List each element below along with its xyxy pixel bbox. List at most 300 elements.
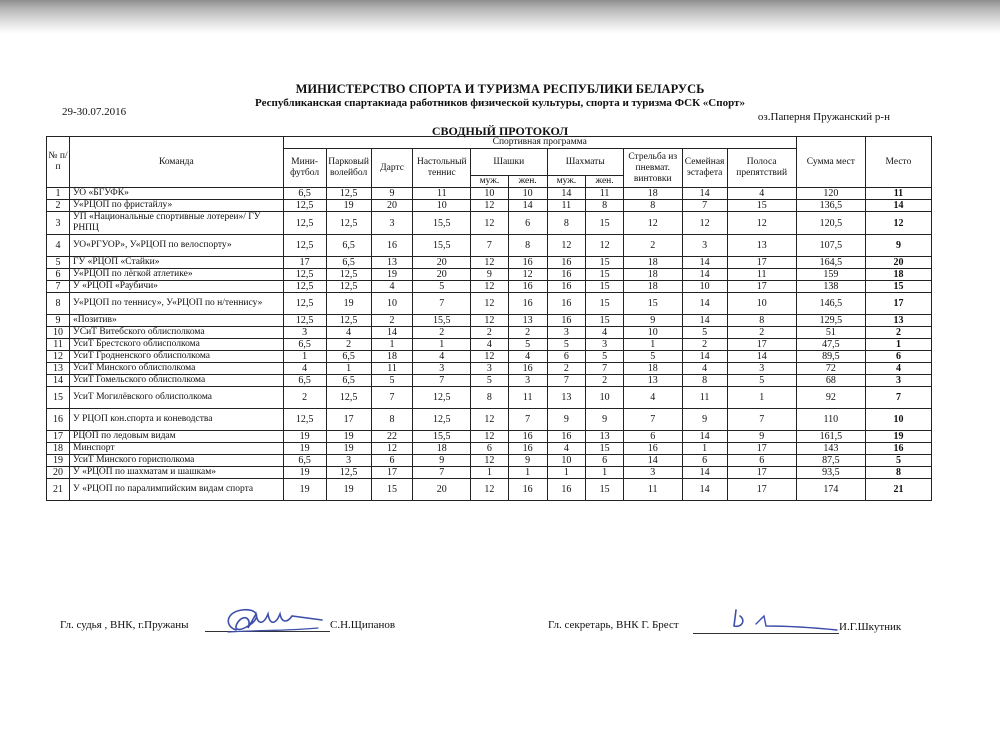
- score-cell: 11: [682, 387, 727, 409]
- score-cell: 19: [326, 431, 371, 443]
- score-cell: 7: [682, 200, 727, 212]
- score-cell: 16: [547, 431, 586, 443]
- table-row: [47, 315, 932, 327]
- score-cell: 12: [471, 431, 509, 443]
- sum-cell: 107,5: [796, 235, 865, 257]
- score-cell: 19: [326, 443, 371, 455]
- score-cell: 14: [371, 327, 413, 339]
- score-cell: 3: [326, 455, 371, 467]
- score-cell: 12: [471, 455, 509, 467]
- score-cell: 11: [727, 269, 796, 281]
- row-number: 8: [47, 293, 70, 315]
- score-cell: 1: [371, 339, 413, 351]
- score-cell: 15: [586, 281, 624, 293]
- place-cell: 17: [865, 293, 931, 315]
- protocol-title: СВОДНЫЙ ПРОТОКОЛ: [431, 124, 569, 138]
- sum-cell: 93,5: [796, 467, 865, 479]
- score-cell: 15,5: [413, 315, 471, 327]
- score-cell: 8: [586, 200, 624, 212]
- score-cell: 1: [682, 443, 727, 455]
- score-cell: 19: [326, 479, 371, 501]
- score-cell: 14: [682, 467, 727, 479]
- judge-role: Гл. судья , ВНК, г.Пружаны: [60, 619, 189, 631]
- score-cell: 9: [471, 269, 509, 281]
- score-cell: 17: [727, 339, 796, 351]
- sum-cell: 120,5: [796, 212, 865, 235]
- table-row: [47, 200, 932, 212]
- score-cell: 3: [547, 327, 586, 339]
- score-cell: 19: [326, 200, 371, 212]
- team-name: УСиТ Витебского облисполкома: [70, 327, 284, 339]
- team-name: УсиТ Гомельского облисполкома: [70, 375, 284, 387]
- table-row: [47, 363, 932, 375]
- score-cell: 9: [547, 409, 586, 431]
- score-cell: 20: [413, 479, 471, 501]
- secretary-name: И.Г.Шкутник: [839, 621, 902, 633]
- row-number: 11: [47, 339, 70, 351]
- score-cell: 12: [586, 235, 624, 257]
- score-cell: 3: [682, 235, 727, 257]
- score-cell: 2: [471, 327, 509, 339]
- score-cell: 12,5: [283, 409, 326, 431]
- score-cell: 12,5: [413, 387, 471, 409]
- event-location: оз.Паперня Пружанский р-н: [757, 111, 890, 123]
- score-cell: 14: [547, 188, 586, 200]
- score-cell: 1: [727, 387, 796, 409]
- score-cell: 12: [471, 315, 509, 327]
- table-row: [47, 339, 932, 351]
- team-name: «Позитив»: [70, 315, 284, 327]
- score-cell: 1: [547, 467, 586, 479]
- team-name: У «РЦОП по паралимпийским видам спорта: [70, 479, 284, 501]
- score-cell: 3: [623, 467, 682, 479]
- team-name: У«РЦОП по лёгкой атлетике»: [70, 269, 284, 281]
- row-number: 13: [47, 363, 70, 375]
- score-cell: 4: [682, 363, 727, 375]
- score-cell: 13: [727, 235, 796, 257]
- score-cell: 6,5: [326, 351, 371, 363]
- score-cell: 16: [547, 269, 586, 281]
- score-cell: 4: [586, 327, 624, 339]
- score-cell: 10: [547, 455, 586, 467]
- score-cell: 1: [586, 467, 624, 479]
- score-cell: 16: [547, 479, 586, 501]
- place-cell: 2: [865, 327, 931, 339]
- team-name: У РЦОП кон.спорта и коневодства: [70, 409, 284, 431]
- score-cell: 16: [623, 443, 682, 455]
- place-cell: 4: [865, 363, 931, 375]
- score-cell: 17: [727, 257, 796, 269]
- header-sum: Сумма мест: [796, 137, 865, 188]
- secretary-signature: [712, 604, 842, 638]
- score-cell: 12: [547, 235, 586, 257]
- score-cell: 16: [547, 281, 586, 293]
- score-cell: 2: [326, 339, 371, 351]
- table-row: [47, 431, 932, 443]
- score-cell: 18: [623, 269, 682, 281]
- score-cell: 13: [586, 431, 624, 443]
- score-cell: 16: [547, 315, 586, 327]
- score-cell: 2: [413, 327, 471, 339]
- score-cell: 11: [586, 188, 624, 200]
- score-cell: 5: [682, 327, 727, 339]
- score-cell: 2: [623, 235, 682, 257]
- table-row: [47, 188, 932, 200]
- score-cell: 12,5: [326, 269, 371, 281]
- score-cell: 7: [471, 235, 509, 257]
- table-row: [47, 281, 932, 293]
- row-number: 19: [47, 455, 70, 467]
- score-cell: 4: [326, 327, 371, 339]
- score-cell: 7: [371, 387, 413, 409]
- score-cell: 1: [413, 339, 471, 351]
- team-name: У «РЦОП «Раубичи»: [70, 281, 284, 293]
- score-cell: 16: [508, 363, 547, 375]
- sum-cell: 110: [796, 409, 865, 431]
- score-cell: 2: [727, 327, 796, 339]
- score-cell: 8: [682, 375, 727, 387]
- score-cell: 9: [371, 188, 413, 200]
- score-cell: 11: [623, 479, 682, 501]
- row-number: 4: [47, 235, 70, 257]
- row-number: 14: [47, 375, 70, 387]
- row-number: 3: [47, 212, 70, 235]
- score-cell: 19: [283, 479, 326, 501]
- score-cell: 7: [508, 409, 547, 431]
- place-cell: 20: [865, 257, 931, 269]
- score-cell: 3: [371, 212, 413, 235]
- table-row: [47, 387, 932, 409]
- row-number: 21: [47, 479, 70, 501]
- row-number: 20: [47, 467, 70, 479]
- team-name: УП «Национальные спортивные лотереи»/ ГУ РНПЦ: [70, 212, 284, 235]
- score-cell: 12,5: [326, 212, 371, 235]
- score-cell: 14: [682, 188, 727, 200]
- score-cell: 14: [682, 479, 727, 501]
- score-cell: 16: [508, 293, 547, 315]
- place-cell: 11: [865, 188, 931, 200]
- score-cell: 1: [283, 351, 326, 363]
- score-cell: 13: [623, 375, 682, 387]
- team-name: УсиТ Минского облисполкома: [70, 363, 284, 375]
- table-row: [47, 269, 932, 281]
- score-cell: 12,5: [326, 315, 371, 327]
- sum-cell: 87,5: [796, 455, 865, 467]
- score-cell: 6,5: [326, 257, 371, 269]
- score-cell: 10: [586, 387, 624, 409]
- score-cell: 9: [682, 409, 727, 431]
- table-row: [47, 409, 932, 431]
- score-cell: 2: [586, 375, 624, 387]
- score-cell: 1: [326, 363, 371, 375]
- score-cell: 16: [508, 257, 547, 269]
- score-cell: 6,5: [283, 375, 326, 387]
- score-cell: 12,5: [326, 188, 371, 200]
- score-cell: 13: [547, 387, 586, 409]
- sum-cell: 143: [796, 443, 865, 455]
- score-cell: 4: [283, 363, 326, 375]
- score-cell: 9: [623, 315, 682, 327]
- header-checkers-men: муж.: [471, 176, 509, 188]
- header-checkers-women: жен.: [508, 176, 547, 188]
- score-cell: 17: [727, 467, 796, 479]
- header-relay: Семейная эстафета: [682, 149, 727, 188]
- score-cell: 10: [727, 293, 796, 315]
- score-cell: 12: [471, 212, 509, 235]
- sum-cell: 164,5: [796, 257, 865, 269]
- sum-cell: 92: [796, 387, 865, 409]
- header-chess-women: жен.: [586, 176, 624, 188]
- score-cell: 2: [371, 315, 413, 327]
- table-row: [47, 375, 932, 387]
- table-row: [47, 479, 932, 501]
- row-number: 18: [47, 443, 70, 455]
- team-name: У«РЦОП по фристайлу»: [70, 200, 284, 212]
- score-cell: 6,5: [326, 375, 371, 387]
- score-cell: 16: [508, 443, 547, 455]
- row-number: 6: [47, 269, 70, 281]
- score-cell: 15: [586, 293, 624, 315]
- score-cell: 22: [371, 431, 413, 443]
- header-num: № п/п: [47, 137, 70, 188]
- score-cell: 18: [623, 257, 682, 269]
- score-cell: 17: [727, 479, 796, 501]
- score-cell: 18: [623, 281, 682, 293]
- team-name: УсиТ Гродненского облисполкома: [70, 351, 284, 363]
- score-cell: 15: [586, 443, 624, 455]
- table-row: [47, 351, 932, 363]
- team-name: ГУ «РЦОП «Стайки»: [70, 257, 284, 269]
- score-cell: 3: [508, 375, 547, 387]
- score-cell: 15: [586, 269, 624, 281]
- score-cell: 12: [471, 293, 509, 315]
- score-cell: 19: [283, 443, 326, 455]
- score-cell: 15,5: [413, 235, 471, 257]
- score-cell: 15: [371, 479, 413, 501]
- header-shooting: Стрельба из пневмат. винтовки: [623, 149, 682, 188]
- score-cell: 5: [623, 351, 682, 363]
- score-cell: 6: [471, 443, 509, 455]
- row-number: 10: [47, 327, 70, 339]
- score-cell: 1: [508, 467, 547, 479]
- score-cell: 4: [508, 351, 547, 363]
- score-cell: 10: [371, 293, 413, 315]
- team-name: У«РЦОП по теннису», У«РЦОП по н/теннису»: [70, 293, 284, 315]
- score-cell: 6: [727, 455, 796, 467]
- score-cell: 5: [547, 339, 586, 351]
- team-name: Минспорт: [70, 443, 284, 455]
- score-cell: 10: [413, 200, 471, 212]
- score-cell: 12,5: [283, 212, 326, 235]
- score-cell: 9: [586, 409, 624, 431]
- results-table: [46, 136, 932, 501]
- score-cell: 16: [508, 281, 547, 293]
- score-cell: 6: [508, 212, 547, 235]
- score-cell: 14: [727, 351, 796, 363]
- table-row: [47, 455, 932, 467]
- score-cell: 7: [413, 375, 471, 387]
- score-cell: 2: [547, 363, 586, 375]
- score-cell: 12,5: [413, 409, 471, 431]
- table-row: [47, 293, 932, 315]
- score-cell: 5: [413, 281, 471, 293]
- score-cell: 3: [283, 327, 326, 339]
- score-cell: 12: [471, 257, 509, 269]
- place-cell: 12: [865, 212, 931, 235]
- row-number: 12: [47, 351, 70, 363]
- score-cell: 14: [682, 351, 727, 363]
- score-cell: 14: [623, 455, 682, 467]
- header-darts: Дартс: [371, 149, 413, 188]
- score-cell: 15,5: [413, 431, 471, 443]
- place-cell: 1: [865, 339, 931, 351]
- score-cell: 16: [508, 479, 547, 501]
- score-cell: 12: [508, 269, 547, 281]
- score-cell: 10: [508, 188, 547, 200]
- table-row: [47, 235, 932, 257]
- score-cell: 12,5: [326, 467, 371, 479]
- score-cell: 4: [413, 351, 471, 363]
- score-cell: 4: [471, 339, 509, 351]
- score-cell: 11: [413, 188, 471, 200]
- score-cell: 19: [371, 269, 413, 281]
- score-cell: 15: [586, 315, 624, 327]
- score-cell: 9: [727, 431, 796, 443]
- score-cell: 6: [623, 431, 682, 443]
- score-cell: 15: [623, 293, 682, 315]
- score-cell: 12: [371, 443, 413, 455]
- score-cell: 10: [471, 188, 509, 200]
- score-cell: 8: [508, 235, 547, 257]
- score-cell: 6: [371, 455, 413, 467]
- score-cell: 14: [682, 293, 727, 315]
- score-cell: 20: [413, 269, 471, 281]
- score-cell: 6,5: [283, 188, 326, 200]
- score-cell: 2: [283, 387, 326, 409]
- scan-shadow: [0, 0, 1000, 34]
- place-cell: 10: [865, 409, 931, 431]
- team-name: УО«РГУОР», У«РЦОП по велоспорту»: [70, 235, 284, 257]
- sum-cell: 138: [796, 281, 865, 293]
- score-cell: 1: [623, 339, 682, 351]
- score-cell: 7: [623, 409, 682, 431]
- score-cell: 18: [413, 443, 471, 455]
- score-cell: 4: [547, 443, 586, 455]
- team-name: УсиТ Брестского облисполкома: [70, 339, 284, 351]
- header-tabletennis: Настольный теннис: [413, 149, 471, 188]
- place-cell: 19: [865, 431, 931, 443]
- sum-cell: 120: [796, 188, 865, 200]
- score-cell: 19: [283, 467, 326, 479]
- score-cell: 7: [547, 375, 586, 387]
- sum-cell: 47,5: [796, 339, 865, 351]
- score-cell: 12,5: [283, 315, 326, 327]
- table-row: [47, 212, 932, 235]
- sum-cell: 174: [796, 479, 865, 501]
- place-cell: 7: [865, 387, 931, 409]
- score-cell: 12: [727, 212, 796, 235]
- score-cell: 12,5: [326, 387, 371, 409]
- table-row: [47, 443, 932, 455]
- header-minifootball: Мини-футбол: [283, 149, 326, 188]
- row-number: 16: [47, 409, 70, 431]
- score-cell: 2: [682, 339, 727, 351]
- header-place: Место: [865, 137, 931, 188]
- row-number: 15: [47, 387, 70, 409]
- team-name: УсиТ Могилёвского облисполкома: [70, 387, 284, 409]
- place-cell: 14: [865, 200, 931, 212]
- place-cell: 18: [865, 269, 931, 281]
- score-cell: 5: [586, 351, 624, 363]
- score-cell: 12,5: [283, 281, 326, 293]
- row-number: 2: [47, 200, 70, 212]
- score-cell: 6,5: [326, 235, 371, 257]
- judge-signature: [218, 604, 328, 640]
- place-cell: 15: [865, 281, 931, 293]
- team-name: УО «БГУФК»: [70, 188, 284, 200]
- score-cell: 15: [586, 479, 624, 501]
- sum-cell: 161,5: [796, 431, 865, 443]
- table-row: [47, 327, 932, 339]
- score-cell: 6,5: [283, 339, 326, 351]
- score-cell: 6: [547, 351, 586, 363]
- score-cell: 2: [508, 327, 547, 339]
- score-cell: 12,5: [283, 235, 326, 257]
- score-cell: 18: [371, 351, 413, 363]
- score-cell: 3: [413, 363, 471, 375]
- score-cell: 17: [727, 443, 796, 455]
- score-cell: 17: [727, 281, 796, 293]
- place-cell: 6: [865, 351, 931, 363]
- score-cell: 12: [682, 212, 727, 235]
- place-cell: 8: [865, 467, 931, 479]
- place-cell: 13: [865, 315, 931, 327]
- score-cell: 12: [623, 212, 682, 235]
- score-cell: 6: [682, 455, 727, 467]
- score-cell: 8: [727, 315, 796, 327]
- header-chess-men: муж.: [547, 176, 586, 188]
- score-cell: 4: [371, 281, 413, 293]
- score-cell: 15,5: [413, 212, 471, 235]
- row-number: 9: [47, 315, 70, 327]
- table-body: [47, 188, 932, 501]
- table-row: [47, 257, 932, 269]
- score-cell: 12: [471, 351, 509, 363]
- place-cell: 9: [865, 235, 931, 257]
- score-cell: 14: [682, 257, 727, 269]
- score-cell: 13: [371, 257, 413, 269]
- place-cell: 16: [865, 443, 931, 455]
- judge-name: С.Н.Щипанов: [330, 619, 396, 631]
- score-cell: 13: [508, 315, 547, 327]
- score-cell: 17: [283, 257, 326, 269]
- score-cell: 8: [471, 387, 509, 409]
- sum-cell: 129,5: [796, 315, 865, 327]
- score-cell: 15: [586, 257, 624, 269]
- score-cell: 20: [371, 200, 413, 212]
- score-cell: 12: [471, 200, 509, 212]
- place-cell: 3: [865, 375, 931, 387]
- score-cell: 8: [371, 409, 413, 431]
- score-cell: 16: [547, 293, 586, 315]
- score-cell: 15: [586, 212, 624, 235]
- event-date: 29-30.07.2016: [62, 106, 127, 118]
- score-cell: 16: [371, 235, 413, 257]
- score-cell: 6,5: [283, 455, 326, 467]
- team-name: У «РЦОП по шахматам и шашкам»: [70, 467, 284, 479]
- score-cell: 16: [547, 257, 586, 269]
- header-obstacle: Полоса препятствий: [727, 149, 796, 188]
